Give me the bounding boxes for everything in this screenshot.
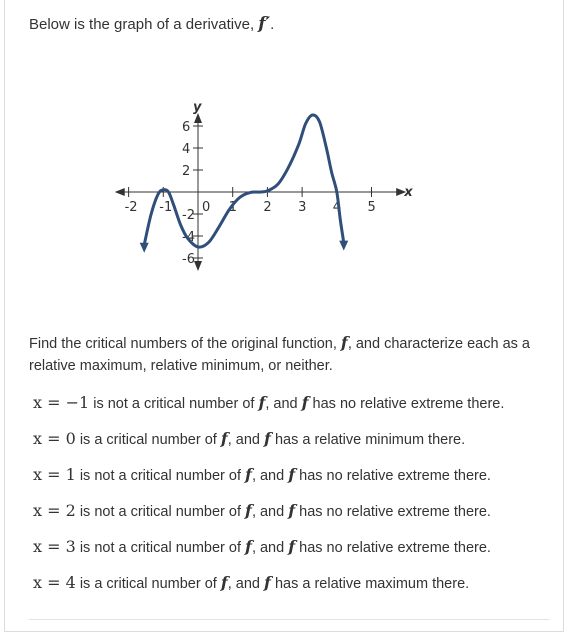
question-part1: Find the critical numbers of the original function, [29,336,337,352]
x-axis-left-arrow [115,188,125,196]
answer-statement [33,572,558,608]
answer-statement [33,428,558,464]
answer-text: , and [265,396,302,412]
question-part2: , and characterize each as a relative maximum, relative minimum, or neither. [29,336,530,374]
answer-text: , and [227,432,265,448]
question-text [29,332,554,377]
prompt-derivative-symbol: f′ [258,14,271,34]
answer-text: is not a critical number of [75,504,246,520]
x-tick-label: -2 [124,200,138,215]
answer-function-symbol: f [301,393,309,412]
answer-text: is not a critical number of [75,468,246,484]
question-function-symbol: f [340,333,348,352]
answer-text: , and [251,540,289,556]
answer-text: , and [227,576,265,592]
x-tick-label: 0 [202,200,211,215]
prompt-lead: Below is the graph of a derivative, [29,16,255,33]
answer-text: is a critical number of [75,576,221,592]
y-tick-label: 4 [182,142,191,157]
answer-equals: = [42,393,66,412]
derivative-graph [105,50,413,300]
answer-value: 4 [65,573,76,592]
answer-x-variable: x [33,501,43,520]
answer-x-variable: x [33,573,43,592]
curve-right-arrow [339,241,348,251]
answer-text: has no relative extreme there. [295,504,491,520]
answer-equals: = [42,501,66,520]
answer-text: , and [251,468,289,484]
answer-function-symbol: f [245,501,252,520]
y-tick-label: 2 [182,164,191,179]
answer-x-variable: x [33,465,43,484]
x-tick-label: 2 [263,200,272,215]
answer-function-symbol: f [258,393,266,412]
answer-text: has no relative extreme there. [295,540,491,556]
answer-text: is not a critical number of [89,396,259,412]
x-tick-label: 3 [298,200,307,215]
answer-value: −1 [65,393,90,412]
answer-text: is a critical number of [75,432,221,448]
x-tick-label: 4 [332,200,342,215]
answer-x-variable: x [33,537,43,556]
prompt-period: . [270,16,275,33]
answer-list [33,392,558,608]
answer-function-symbol: f [264,429,271,448]
x-tick-label: -1 [159,200,173,215]
answer-x-variable: x [33,429,43,448]
answer-statement [33,500,558,536]
answer-statement [33,464,558,500]
x-axis-label: x [404,185,413,200]
answer-text: , and [251,504,289,520]
question-card [4,0,564,632]
answer-function-symbol: f [220,429,228,448]
answer-x-variable: x [33,393,43,412]
answer-equals: = [42,573,66,592]
y-tick-label: 6 [182,120,191,135]
divider [29,619,549,620]
answer-equals: = [42,537,66,556]
answer-equals: = [42,429,66,448]
answer-function-symbol: f [245,537,252,556]
answer-function-symbol: f [288,501,296,520]
y-axis-down-arrow [194,261,202,271]
answer-text: has no relative extreme there. [308,396,505,412]
answer-function-symbol: f [288,465,296,484]
derivative-curve [144,115,344,247]
answer-text: has a relative minimum there. [270,432,466,448]
y-tick-label: -2 [182,208,195,223]
answer-function-symbol: f [264,573,271,592]
prompt-text [29,14,274,34]
answer-text: has no relative extreme there. [295,468,491,484]
answer-value: 1 [65,465,76,484]
answer-statement [33,392,558,428]
answer-equals: = [42,465,66,484]
y-axis-label: y [193,100,202,115]
answer-value: 0 [65,429,76,448]
answer-function-symbol: f [245,465,252,484]
x-tick-label: 5 [367,200,376,215]
answer-value: 2 [65,501,76,520]
y-tick-label: -4 [182,230,195,245]
x-tick-label: 1 [228,200,237,215]
curve-left-arrow [140,243,149,253]
answer-value: 3 [65,537,76,556]
y-tick-label: -6 [182,252,195,267]
answer-function-symbol: f [288,537,296,556]
answer-function-symbol: f [220,573,228,592]
answer-statement [33,536,558,572]
answer-text: is not a critical number of [75,540,246,556]
answer-text: has a relative maximum there. [270,576,470,592]
